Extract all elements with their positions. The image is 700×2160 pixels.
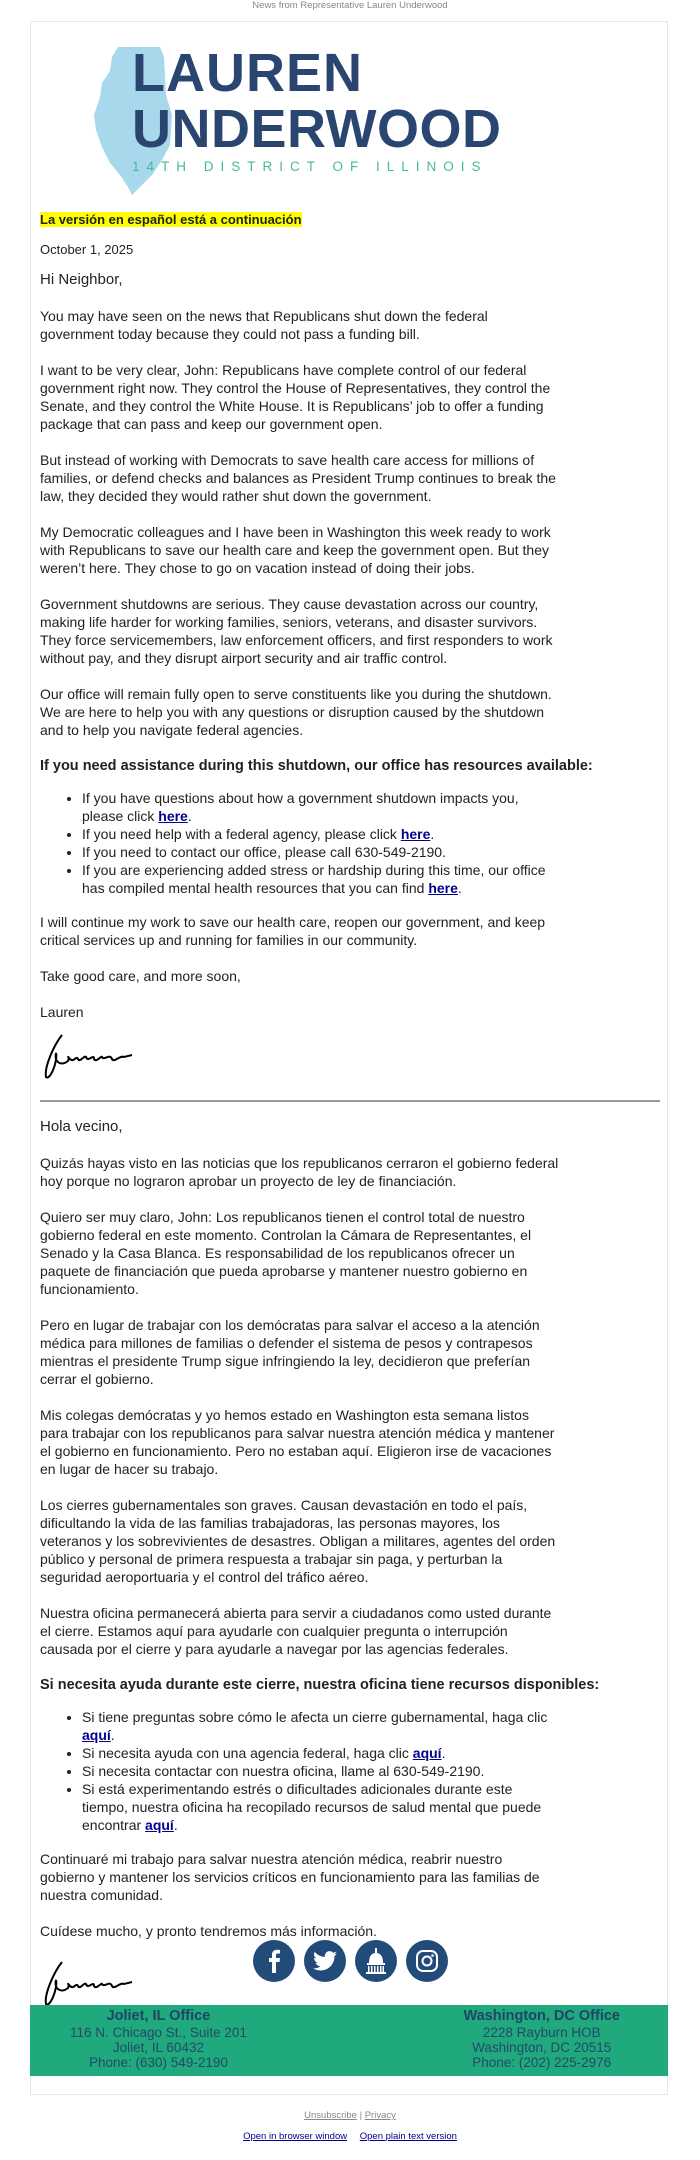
- item-text: Si está experimentando estrés o dificultades adicionales durante este tiempo, nuestra oficina ha recopilado recursos de salud mental que puede encontrar: [82, 1781, 542, 1833]
- footer-links: [0, 2110, 700, 2121]
- here-link[interactable]: here: [158, 808, 188, 824]
- date: October 1, 2025: [40, 242, 134, 257]
- aqui-link[interactable]: aquí: [412, 1745, 442, 1761]
- resources-heading: Si necesita ayuda durante este cierre, nuestra oficina tiene recursos disponibles:: [40, 1677, 600, 1693]
- item-text: If you need to contact our office, please call 630-549-2190.: [82, 844, 446, 860]
- paragraph: Quiero ser muy claro, John: Los republicanos tienen el control total de nuestro gobierno federal en este momento. Controlan la Cámara de Representantes, el Senado y la Casa Blanca. Es responsabilidad de los republicanos ofrecer un paquete de financiación que pueda aprobarse y mantener nuestro gobierno en funcionamiento.: [40, 1209, 532, 1297]
- aqui-link[interactable]: aquí: [145, 1817, 174, 1833]
- item-text: If you are experiencing added stress or hardship during this time, our office has compiled mental health resources that you can find: [82, 862, 546, 896]
- paragraph: Los cierres gubernamentales son graves. Causan devastación en todo el país, dificultando la vida de las familias trabajadoras, las personas mayores, los veteranos y los sobrevivientes de desastres. Obligan a militares, agentes del orden público y personal de primera respuesta a trabajar sin paga, y perturban la seguridad aeroportuaria y el control del tráfico aéreo.: [40, 1497, 556, 1585]
- greeting: Hi Neighbor,: [40, 271, 123, 288]
- unsubscribe-link[interactable]: Unsubscribe: [304, 2110, 357, 2121]
- paragraph: I want to be very clear, John: Republicans have complete control of our federal government right now. They control the House of Representatives, they control the Senate, and they control the White House. It is Republicans’ job to offer a funding package that can pass and keep our government open.: [40, 362, 551, 432]
- logo: [90, 35, 502, 200]
- twitter-icon[interactable]: [304, 1940, 346, 1982]
- list-item: [82, 1762, 560, 1780]
- joliet-office: [70, 2008, 247, 2076]
- office-title: Joliet, IL Office: [106, 2008, 211, 2024]
- list-item: [82, 1744, 560, 1762]
- preheader: News from Representative Lauren Underwood: [252, 0, 448, 11]
- office-address: 2228 Rayburn HOB: [482, 2025, 601, 2040]
- item-end: .: [441, 1745, 446, 1761]
- logo-district: 14TH DISTRICT OF ILLINOIS: [132, 159, 488, 174]
- paragraph: Pero en lugar de trabajar con los demócratas para salvar el acceso a la atención médica para millones de familias o defender el sistema de pesos y contrapesos mientras el presidente Trump sigue infringiendo la ley, decidieron que preferían cerrar el gobierno.: [40, 1317, 540, 1387]
- paragraph: You may have seen on the news that Republicans shut down the federal government today because they could not pass a funding bill.: [40, 308, 488, 342]
- paragraph: Our office will remain fully open to serve constituents like you during the shutdown. We are here to help you with any questions or disruption caused by the shutdown and to help you navigate federal agencies.: [40, 686, 552, 738]
- social-links: [0, 1940, 700, 1982]
- dc-office: [463, 2008, 620, 2076]
- section-divider: [40, 1100, 660, 1102]
- closing: Cuídese mucho, y pronto tendremos más información.: [40, 1923, 377, 1939]
- item-end: .: [457, 880, 462, 896]
- paragraph: Mis colegas demócratas y yo hemos estado en Washington esta semana listos para trabajar con los republicanos para salvar nuestra atención médica y mantener el gobierno en funcionamiento. Pero no estaban aquí. Eligieron irse de vacaciones en lugar de hacer su trabajo.: [40, 1407, 555, 1477]
- separator: |: [359, 2110, 363, 2121]
- paragraph: I will continue my work to save our health care, reopen our government, and keep critical services up and running for families in our community.: [40, 914, 546, 948]
- paragraph: Government shutdowns are serious. They cause devastation across our country, making life harder for working families, seniors, veterans, and disaster survivors. They force servicemembers, law enforcement officers, and first responders to work without pay, and they disrupt airport security and air traffic control.: [40, 596, 553, 666]
- office-info-band: [30, 2005, 668, 2076]
- list-item: [82, 843, 560, 861]
- privacy-link[interactable]: Privacy: [364, 2110, 396, 2121]
- item-end: .: [110, 1727, 115, 1743]
- item-text: Si necesita ayuda con una agencia federal, haga clic: [82, 1745, 413, 1761]
- english-section: [40, 210, 593, 1091]
- office-phone: Phone: (202) 225-2976: [472, 2055, 612, 2070]
- instagram-icon[interactable]: [406, 1940, 448, 1982]
- office-address: 116 N. Chicago St., Suite 201: [70, 2025, 247, 2040]
- paragraph: Nuestra oficina permanecerá abierta para servir a ciudadanos como usted durante el cierre. Estamos aquí para ayudarle con cualquier pregunta o interrupción causada por el cierre y para ayudarle a navegar por las agencias federales.: [40, 1605, 552, 1657]
- office-title: Washington, DC Office: [463, 2008, 620, 2024]
- logo-name-first: LAUREN: [132, 43, 363, 103]
- list-item: [82, 1780, 560, 1834]
- item-text: Si tiene preguntas sobre cómo le afecta un cierre gubernamental, haga clic: [82, 1709, 548, 1725]
- office-city: Washington, DC 20515: [472, 2040, 612, 2055]
- paragraph: Continuaré mi trabajo para salvar nuestra atención médica, reabrir nuestro gobierno y mantener los servicios críticos en funcionamiento para las familias de nuestra comunidad.: [40, 1851, 540, 1903]
- resources-list: [82, 1708, 560, 1834]
- here-link[interactable]: here: [428, 880, 458, 896]
- sign-name: Lauren: [40, 1004, 84, 1020]
- item-text: If you need help with a federal agency, please click: [82, 826, 401, 842]
- facebook-icon[interactable]: [253, 1940, 295, 1982]
- list-item: [82, 1708, 560, 1744]
- aqui-link[interactable]: aquí: [82, 1727, 111, 1743]
- list-item: [82, 825, 560, 843]
- item-end: .: [430, 826, 435, 842]
- here-link[interactable]: here: [400, 826, 431, 842]
- signature-image: [40, 1031, 140, 1083]
- closing: Take good care, and more soon,: [40, 968, 241, 984]
- plain-text-link[interactable]: Open plain text version: [359, 2131, 457, 2142]
- item-text: Si necesita contactar con nuestra oficina, llame al 630-549-2190.: [82, 1763, 485, 1779]
- paragraph: My Democratic colleagues and I have been in Washington this week ready to work with Republicans to save our health care and keep the government open. But they weren’t here. They chose to go on vacation instead of doing their jobs.: [40, 524, 551, 576]
- office-city: Joliet, IL 60432: [112, 2040, 204, 2055]
- item-end: .: [187, 808, 192, 824]
- paragraph: Quizás hayas visto en las noticias que los republicanos cerraron el gobierno federal hoy porque no lograron aprobar un proyecto de ley de financiación.: [40, 1155, 559, 1189]
- item-text: If you have questions about how a government shutdown impacts you, please click: [82, 790, 519, 824]
- resources-heading: If you need assistance during this shutdown, our office has resources available:: [40, 758, 593, 774]
- capitol-icon[interactable]: [355, 1940, 397, 1982]
- open-browser-link[interactable]: Open in browser window: [243, 2131, 348, 2142]
- spanish-version-notice: La versión en español está a continuación: [40, 212, 302, 227]
- resources-list: [82, 789, 560, 897]
- view-links: [0, 2131, 700, 2142]
- logo-name-last: UNDERWOOD: [132, 99, 502, 159]
- paragraph: But instead of working with Democrats to save health care access for millions of families, or defend checks and balances as President Trump continues to break the law, they decided they would rather shut down the government.: [40, 452, 556, 504]
- greeting: Hola vecino,: [40, 1118, 123, 1135]
- office-phone: Phone: (630) 549-2190: [89, 2055, 228, 2070]
- list-item: [82, 789, 560, 825]
- item-end: .: [173, 1817, 178, 1833]
- list-item: [82, 861, 560, 897]
